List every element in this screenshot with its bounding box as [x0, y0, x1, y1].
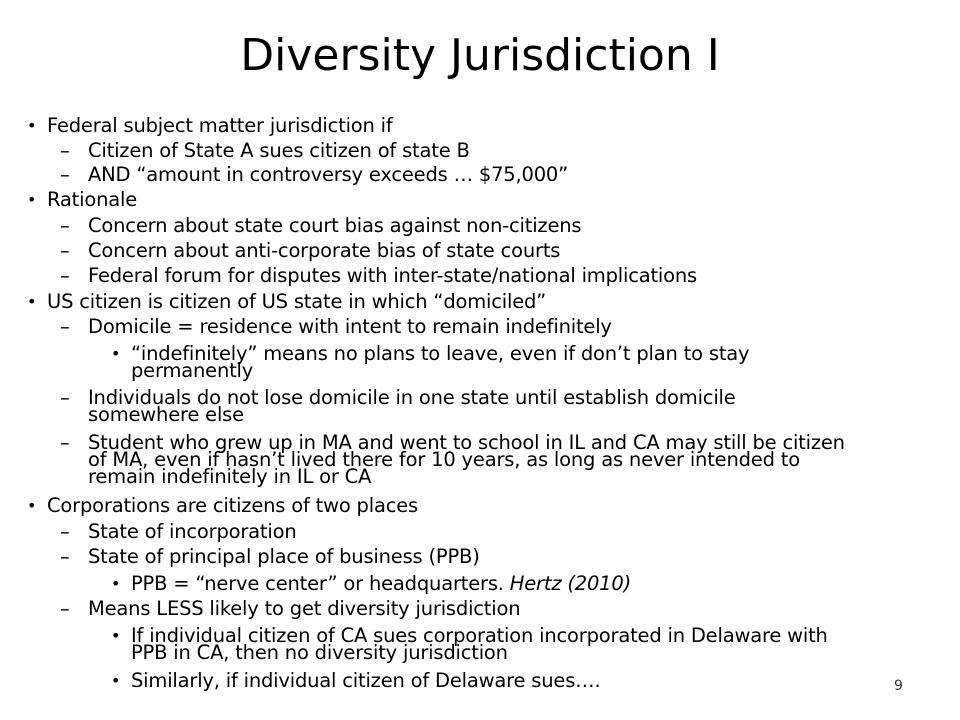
- bullet-item: [60, 264, 697, 287]
- dash-icon: –: [60, 315, 70, 338]
- bullet-text: Citizen of State A sues citizen of state B: [88, 139, 470, 162]
- bullet-icon: •: [27, 496, 37, 515]
- bullet-icon: •: [27, 190, 37, 209]
- dash-icon: –: [60, 163, 70, 186]
- bullet-text: Federal forum for disputes with inter-state/national implications: [88, 264, 697, 287]
- bullet-item: [27, 290, 547, 313]
- bullet-text: Rationale: [47, 188, 137, 211]
- bullet-item: [111, 342, 750, 382]
- bullet-text: Concern about anti-corporate bias of state courts: [88, 239, 561, 262]
- bullet-item: [27, 188, 137, 211]
- dash-icon: –: [60, 264, 70, 287]
- bullet-icon: •: [111, 574, 121, 593]
- bullet-item: [27, 494, 418, 517]
- bullet-item: [60, 545, 480, 568]
- bullet-text-line: Individuals do not lose domicile in one state until establish domicile: [88, 386, 736, 409]
- bullet-icon: •: [27, 116, 37, 135]
- bullet-item: [111, 669, 601, 692]
- dash-icon: –: [60, 545, 70, 568]
- page-number: 9: [894, 678, 903, 694]
- ppb-definition-text: PPB = “nerve center” or headquarters.: [131, 572, 504, 595]
- bullet-text-line: remain indefinitely in IL or CA: [88, 465, 372, 488]
- bullet-item: [27, 114, 393, 137]
- bullet-text: Similarly, if individual citizen of Delaware sues….: [131, 669, 601, 692]
- bullet-item: [111, 572, 631, 595]
- bullet-text: Concern about state court bias against non-citizens: [88, 214, 582, 237]
- dash-icon: –: [60, 139, 70, 162]
- bullet-text-line: Student who grew up in MA and went to school in IL and CA may still be citizen: [88, 431, 845, 454]
- bullet-icon: •: [111, 671, 121, 690]
- bullet-item: [60, 139, 470, 162]
- bullet-text-line: If individual citizen of CA sues corporation incorporated in Delaware with: [131, 624, 828, 647]
- bullet-text-line: permanently: [131, 359, 254, 382]
- bullet-text: Means LESS likely to get diversity jurisdiction: [88, 597, 521, 620]
- bullet-text: [131, 572, 631, 595]
- dash-icon: –: [60, 597, 70, 620]
- bullet-item: [111, 624, 828, 664]
- bullet-item: [60, 431, 845, 488]
- bullet-item: [60, 597, 521, 620]
- dash-icon: –: [60, 239, 70, 262]
- bullet-text: AND “amount in controversy exceeds … $75,000”: [88, 163, 569, 186]
- bullet-text-line: “indefinitely” means no plans to leave, even if don’t plan to stay: [131, 342, 750, 365]
- bullet-text: State of incorporation: [88, 520, 297, 543]
- bullet-icon: •: [111, 626, 121, 645]
- bullet-item: [60, 214, 582, 237]
- bullet-item: [60, 163, 569, 186]
- bullet-text: US citizen is citizen of US state in which “domiciled”: [47, 290, 547, 313]
- bullet-item: [60, 239, 561, 262]
- bullet-text: Domicile = residence with intent to remain indefinitely: [88, 315, 612, 338]
- bullet-text: Federal subject matter jurisdiction if: [47, 114, 393, 137]
- case-citation: Hertz (2010): [509, 572, 631, 595]
- dash-icon: –: [60, 214, 70, 237]
- bullet-text: State of principal place of business (PPB): [88, 545, 480, 568]
- bullet-text-line: of MA, even if hasn’t lived there for 10 years, as long as never intended to: [88, 448, 800, 471]
- bullet-text-line: somewhere else: [88, 403, 244, 426]
- bullet-icon: •: [111, 344, 121, 363]
- slide-title: Diversity Jurisdiction I: [240, 30, 720, 81]
- bullet-icon: •: [27, 292, 37, 311]
- bullet-item: [60, 386, 736, 426]
- dash-icon: –: [60, 386, 70, 409]
- bullet-item: [60, 520, 297, 543]
- bullet-item: [60, 315, 612, 338]
- bullet-text: Corporations are citizens of two places: [47, 494, 418, 517]
- dash-icon: –: [60, 520, 70, 543]
- bullet-text-line: PPB in CA, then no diversity jurisdiction: [131, 641, 508, 664]
- dash-icon: –: [60, 431, 70, 454]
